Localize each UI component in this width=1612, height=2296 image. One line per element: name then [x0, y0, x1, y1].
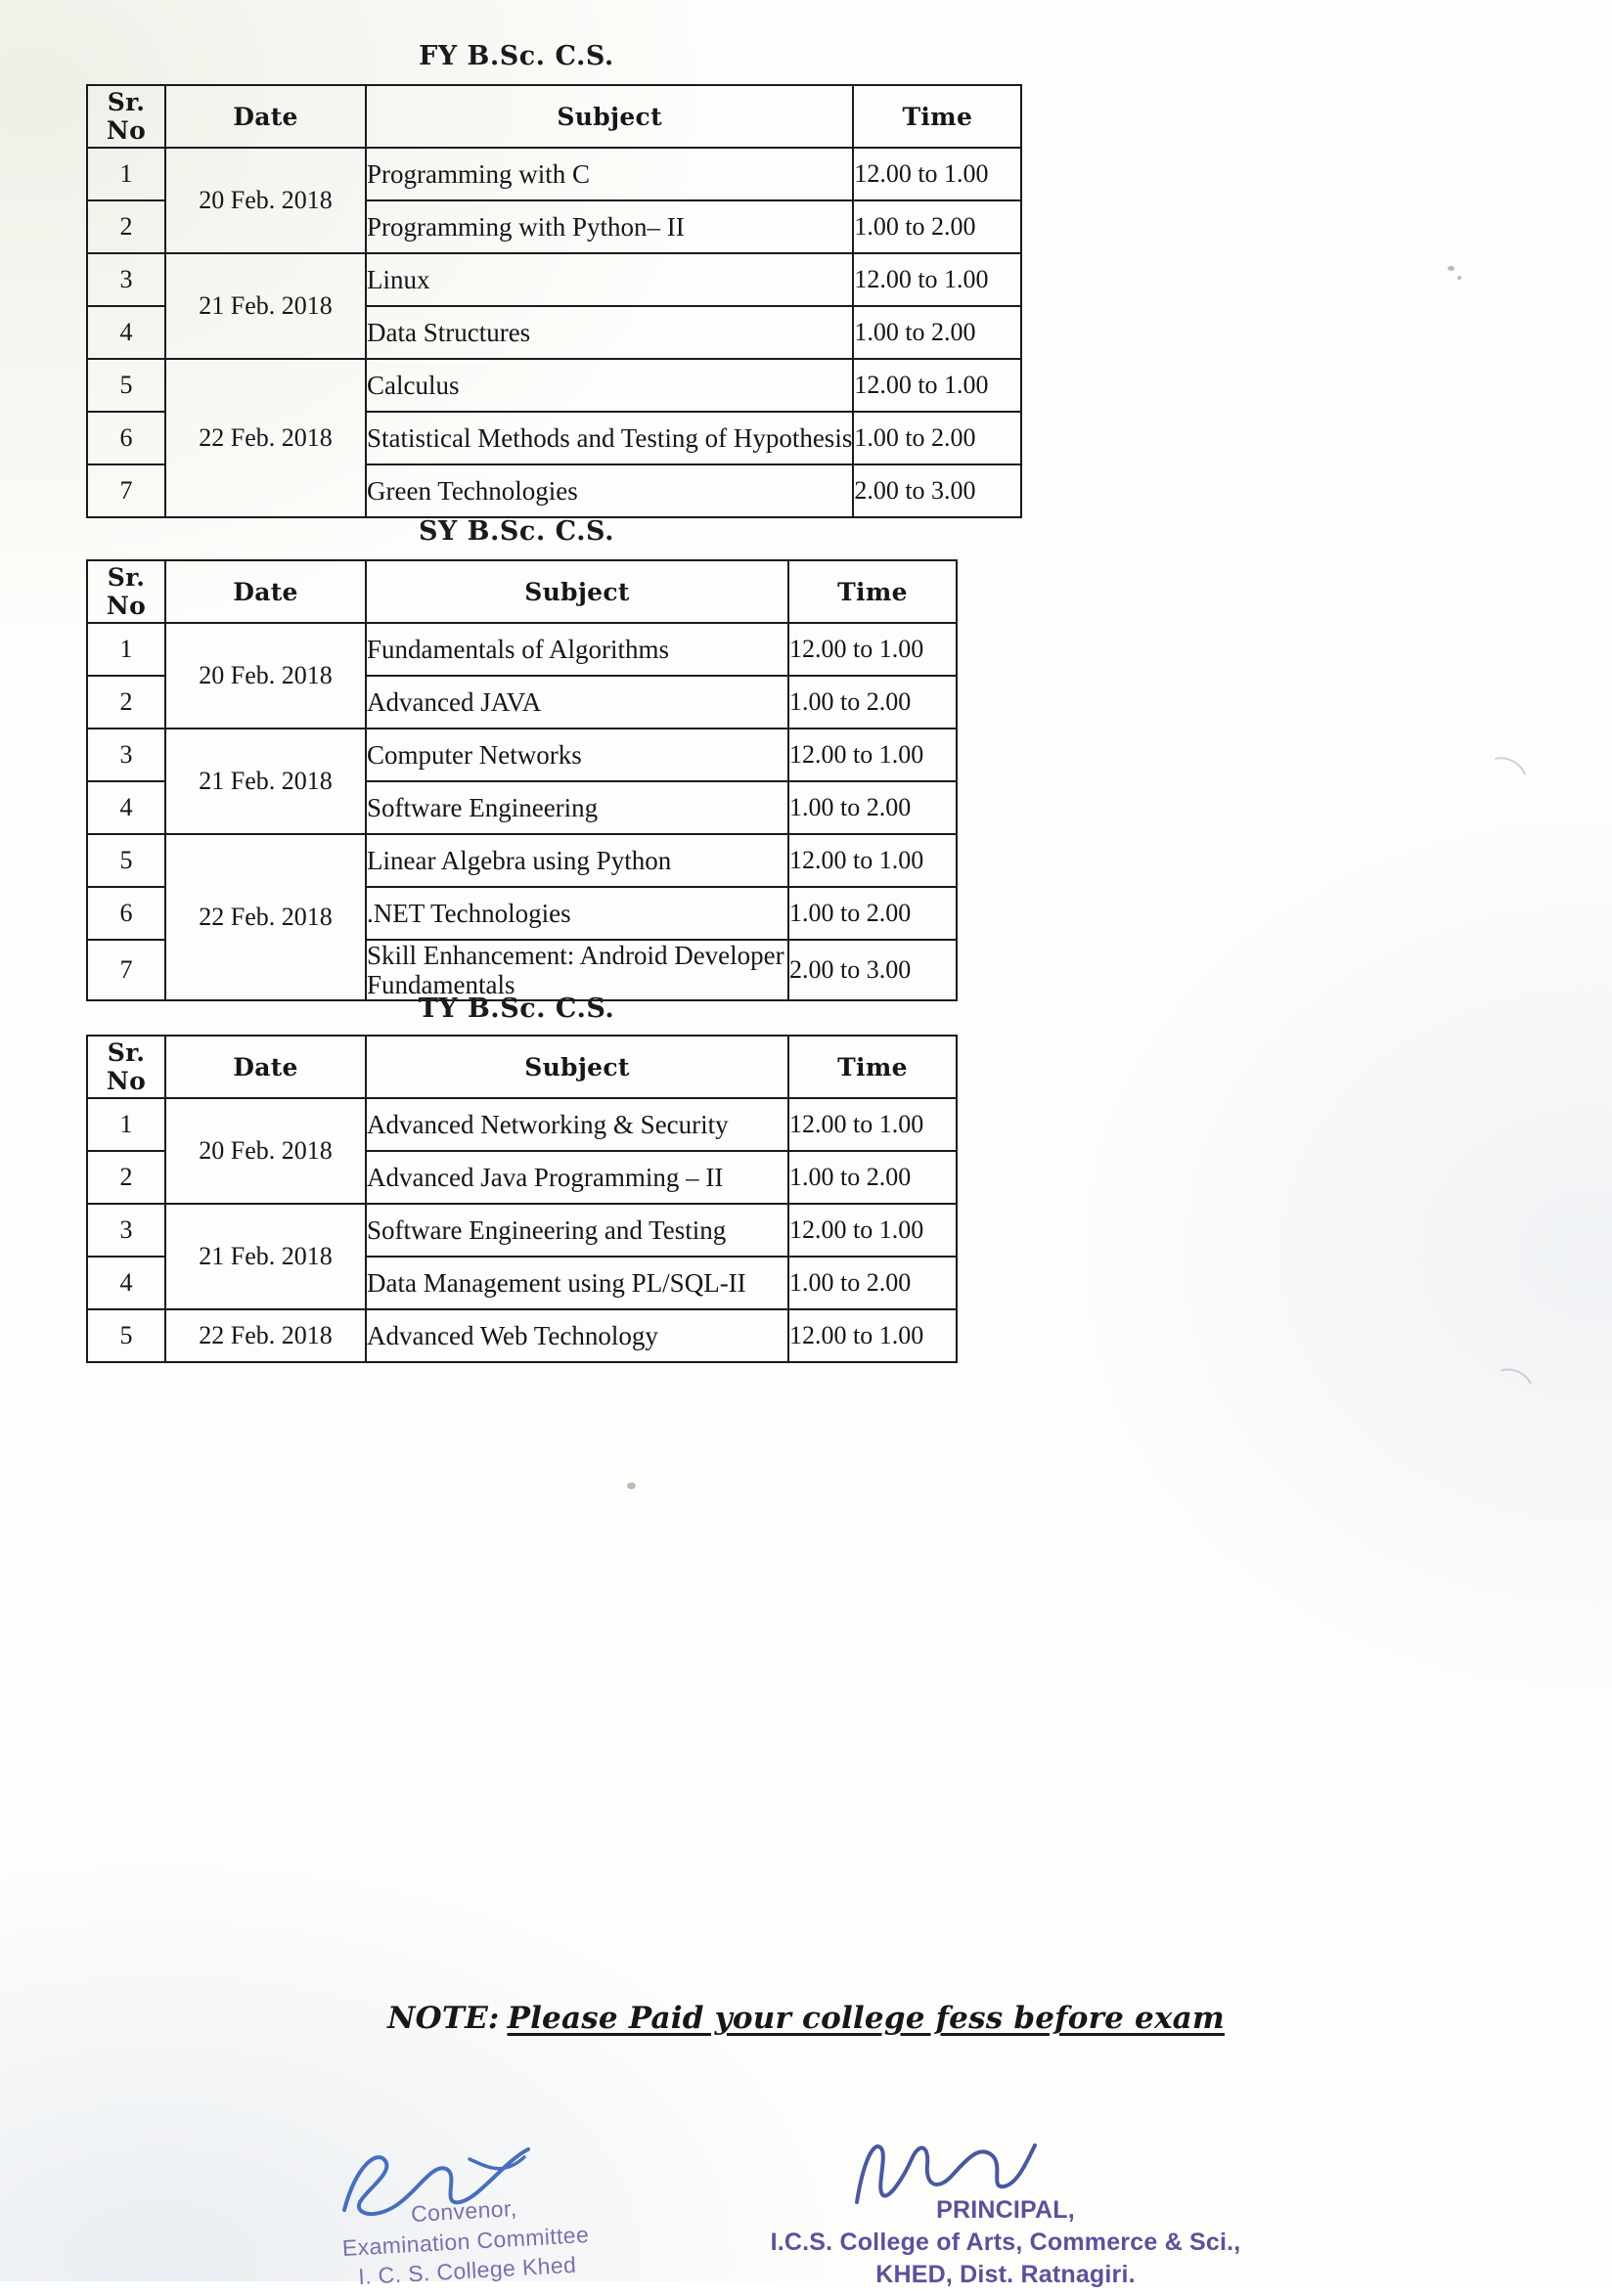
cell-time: 1.00 to 2.00: [853, 200, 1021, 253]
table-row: [87, 1098, 957, 1151]
cell-time: 12.00 to 1.00: [853, 359, 1021, 412]
note-label: NOTE:: [387, 2001, 500, 2036]
timetable-ty: [86, 1035, 958, 1363]
table-header-row: [87, 85, 1021, 148]
column-header-time: Time: [788, 1036, 957, 1098]
column-header-subject: Subject: [366, 1036, 788, 1098]
cell-time: 1.00 to 2.00: [788, 1151, 957, 1204]
column-header-sr-no: Sr. No: [87, 560, 165, 623]
cell-sr-no: 4: [87, 306, 165, 359]
table-row: [87, 359, 1021, 412]
cell-subject: Skill Enhancement: Android Developer Fundamentals: [366, 940, 788, 1000]
cell-date: 21 Feb. 2018: [165, 253, 366, 359]
cell-time: 1.00 to 2.00: [788, 1257, 957, 1309]
cell-subject: Advanced Networking & Security: [366, 1098, 788, 1151]
principal-stamp-line-2: I.C.S. College of Arts, Commerce & Sci.,: [770, 2229, 1241, 2256]
cell-sr-no: 7: [87, 464, 165, 517]
cell-sr-no: 2: [87, 676, 165, 729]
cell-subject: Green Technologies: [366, 464, 853, 517]
convenor-stamp: [288, 2186, 645, 2296]
timetable-sy: [86, 559, 958, 1001]
cell-sr-no: 5: [87, 1309, 165, 1362]
cell-subject: Advanced JAVA: [366, 676, 788, 729]
cell-date: 20 Feb. 2018: [165, 623, 366, 729]
cell-date: 22 Feb. 2018: [165, 1309, 366, 1362]
cell-date: 21 Feb. 2018: [165, 729, 366, 834]
table-header-row: [87, 560, 957, 623]
cell-subject: Statistical Methods and Testing of Hypothesis: [366, 412, 853, 464]
convenor-stamp-line-1: Convenor,: [410, 2195, 518, 2228]
cell-sr-no: 7: [87, 940, 165, 1000]
timetable-fy: [86, 84, 1022, 518]
cell-subject: Linux: [366, 253, 853, 306]
cell-time: 1.00 to 2.00: [788, 676, 957, 729]
convenor-stamp-line-2: Examination Committee: [341, 2221, 590, 2261]
cell-sr-no: 3: [87, 729, 165, 781]
cell-time: 12.00 to 1.00: [788, 729, 957, 781]
column-header-time: Time: [853, 85, 1021, 148]
cell-subject: Advanced Web Technology: [366, 1309, 788, 1362]
column-header-sr-no: Sr. No: [87, 1036, 165, 1098]
cell-subject: Programming with C: [366, 148, 853, 200]
cell-date: 22 Feb. 2018: [165, 834, 366, 1000]
cell-date: 20 Feb. 2018: [165, 1098, 366, 1204]
cell-sr-no: 4: [87, 1257, 165, 1309]
column-header-date: Date: [165, 1036, 366, 1098]
cell-time: 12.00 to 1.00: [853, 148, 1021, 200]
cell-time: 1.00 to 2.00: [853, 412, 1021, 464]
cell-sr-no: 4: [87, 781, 165, 834]
note-line: [0, 2001, 1612, 2036]
table-row: [87, 148, 1021, 200]
principal-stamp-line-3: KHED, Dist. Ratnagiri.: [875, 2261, 1136, 2288]
cell-sr-no: 5: [87, 834, 165, 887]
section-title-sy: SY B.Sc. C.S.: [419, 516, 614, 547]
cell-time: 1.00 to 2.00: [788, 887, 957, 940]
column-header-subject: Subject: [366, 85, 853, 148]
section-title-ty: TY B.Sc. C.S.: [418, 993, 615, 1024]
scan-artifact-curve: [1481, 1361, 1541, 1418]
cell-time: 12.00 to 1.00: [788, 834, 957, 887]
cell-date: 20 Feb. 2018: [165, 148, 366, 253]
cell-subject: Data Management using PL/SQL-II: [366, 1257, 788, 1309]
table-row: [87, 1204, 957, 1257]
cell-sr-no: 5: [87, 359, 165, 412]
cell-subject: Programming with Python– II: [366, 200, 853, 253]
cell-sr-no: 1: [87, 148, 165, 200]
cell-time: 2.00 to 3.00: [788, 940, 957, 1000]
cell-subject: Data Structures: [366, 306, 853, 359]
cell-sr-no: 1: [87, 623, 165, 676]
column-header-sr-no: Sr. No: [87, 85, 165, 148]
cell-subject: Software Engineering and Testing: [366, 1204, 788, 1257]
cell-sr-no: 2: [87, 1151, 165, 1204]
cell-time: 1.00 to 2.00: [853, 306, 1021, 359]
table-row: [87, 834, 957, 887]
scan-artifact-curve: [1472, 749, 1536, 810]
section-title-fy: FY B.Sc. C.S.: [419, 41, 614, 71]
cell-subject: Advanced Java Programming – II: [366, 1151, 788, 1204]
cell-time: 12.00 to 1.00: [788, 623, 957, 676]
column-header-date: Date: [165, 85, 366, 148]
cell-sr-no: 1: [87, 1098, 165, 1151]
column-header-subject: Subject: [366, 560, 788, 623]
cell-time: 2.00 to 3.00: [853, 464, 1021, 517]
cell-time: 12.00 to 1.00: [788, 1204, 957, 1257]
cell-sr-no: 2: [87, 200, 165, 253]
cell-subject: .NET Technologies: [366, 887, 788, 940]
cell-subject: Calculus: [366, 359, 853, 412]
table-row: [87, 729, 957, 781]
note-text: Please Paid your college fess before exam: [507, 2001, 1225, 2036]
principal-stamp: [732, 2194, 1279, 2291]
principal-stamp-line-1: PRINCIPAL,: [936, 2196, 1075, 2224]
column-header-time: Time: [788, 560, 957, 623]
cell-subject: Linear Algebra using Python: [366, 834, 788, 887]
cell-time: 12.00 to 1.00: [788, 1309, 957, 1362]
cell-time: 1.00 to 2.00: [788, 781, 957, 834]
cell-sr-no: 3: [87, 1204, 165, 1257]
table-header-row: [87, 1036, 957, 1098]
convenor-stamp-line-3: I. C. S. College Khed: [357, 2251, 577, 2290]
cell-sr-no: 3: [87, 253, 165, 306]
cell-time: 12.00 to 1.00: [853, 253, 1021, 306]
cell-subject: Software Engineering: [366, 781, 788, 834]
cell-date: 22 Feb. 2018: [165, 359, 366, 517]
scan-speck: [1457, 276, 1461, 280]
cell-subject: Fundamentals of Algorithms: [366, 623, 788, 676]
cell-sr-no: 6: [87, 887, 165, 940]
column-header-date: Date: [165, 560, 366, 623]
table-row: [87, 253, 1021, 306]
table-row: [87, 1309, 957, 1362]
cell-date: 21 Feb. 2018: [165, 1204, 366, 1309]
cell-sr-no: 6: [87, 412, 165, 464]
cell-subject: Computer Networks: [366, 729, 788, 781]
scan-speck: [627, 1482, 636, 1489]
table-row: [87, 623, 957, 676]
scan-speck: [1448, 266, 1455, 271]
cell-time: 12.00 to 1.00: [788, 1098, 957, 1151]
